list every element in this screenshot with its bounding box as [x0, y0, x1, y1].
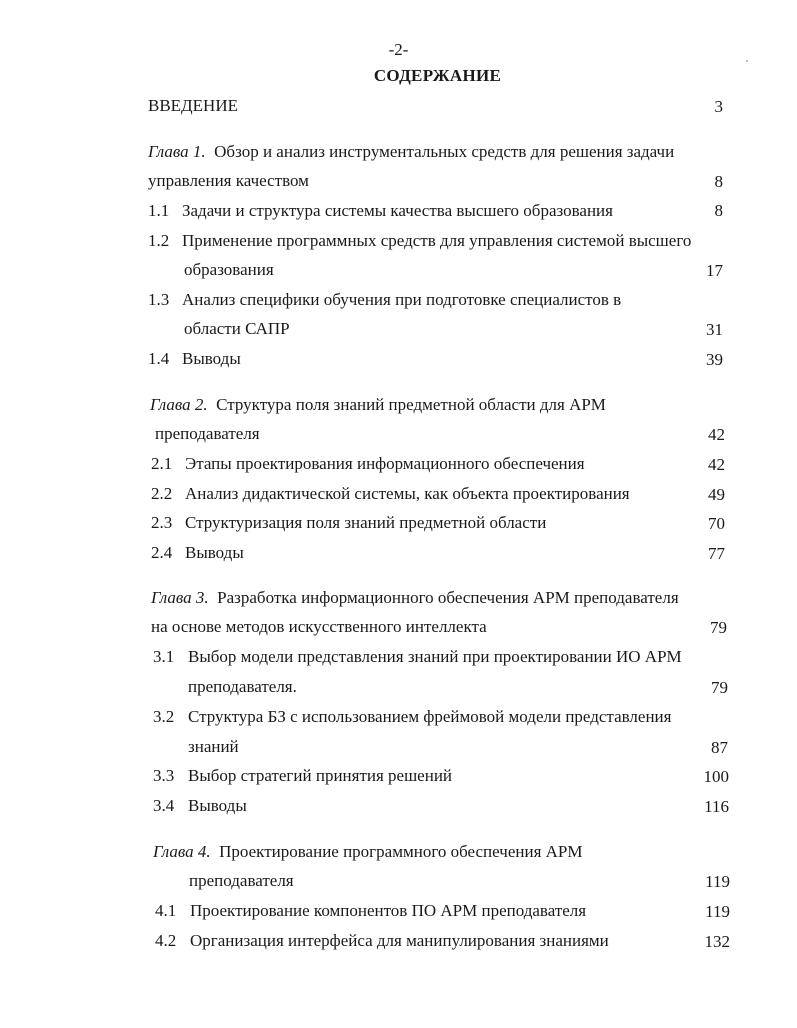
section-title: Структура БЗ с использованием фреймовой модели представления — [188, 707, 672, 726]
section-title: Организация интерфейса для манипулирования знаниями — [190, 931, 609, 950]
chapter-3-title-line1: Разработка информационного обеспечения АРМ преподавателя — [217, 588, 679, 607]
toc-section-1-3 — [148, 290, 621, 310]
section-number: 4.1 — [155, 901, 177, 920]
section-number: 2.4 — [151, 543, 173, 562]
section-number: 4.2 — [155, 931, 177, 950]
section-title: Структуризация поля знаний предметной области — [185, 513, 547, 532]
chapter-1-title-line2: управления качеством — [148, 171, 309, 190]
toc-section-4-2 — [155, 931, 609, 951]
toc-section-3-4 — [153, 796, 247, 816]
section-page: 132 — [704, 932, 730, 951]
section-page: 77 — [708, 544, 725, 563]
section-number: 1.4 — [148, 349, 170, 368]
toc-section-2-4 — [151, 543, 244, 563]
chapter-4-title-line1: Проектирование программного обеспечения АРМ — [219, 842, 583, 861]
section-number: 3.2 — [153, 707, 175, 726]
section-title: Выводы — [188, 796, 247, 815]
section-number: 1.1 — [148, 201, 170, 220]
toc-section-3-1 — [153, 647, 682, 667]
section-title: Анализ дидактической системы, как объекта проектирования — [185, 484, 630, 503]
toc-chapter-3-heading — [151, 588, 679, 608]
section-title: Выводы — [185, 543, 244, 562]
toc-section-3-3 — [153, 766, 452, 786]
chapter-4-page: 119 — [705, 872, 730, 891]
section-title: Задачи и структура системы качества высшего образования — [182, 201, 613, 220]
section-page: 100 — [703, 767, 729, 786]
chapter-3-page: 79 — [710, 618, 727, 637]
section-page: 119 — [705, 902, 730, 921]
section-page: 17 — [706, 261, 723, 280]
section-page: 31 — [706, 320, 723, 339]
toc-section-1-4 — [148, 349, 241, 369]
section-page: 49 — [708, 485, 725, 504]
section-page: 70 — [708, 514, 725, 533]
section-title-line2: области САПР — [184, 319, 290, 338]
section-number: 3.3 — [153, 766, 175, 785]
section-title: Выбор стратегий принятия решений — [188, 766, 453, 785]
chapter-3-prefix: Глава 3. — [151, 588, 209, 607]
section-title: Применение программных средств для управления системой высшего — [182, 231, 692, 250]
section-page: 8 — [714, 201, 723, 220]
section-title: Проектирование компонентов ПО АРМ преподавателя — [190, 901, 587, 920]
section-title-line2: образования — [184, 260, 274, 279]
section-number: 2.3 — [151, 513, 173, 532]
toc-section-4-1 — [155, 901, 586, 921]
chapter-2-title-line1: Структура поля знаний предметной области для АРМ — [216, 395, 606, 414]
page-number: -2- — [388, 40, 409, 59]
section-title: Этапы проектирования информационного обеспечения — [185, 454, 585, 473]
section-title: Выводы — [182, 349, 241, 368]
section-number: 1.3 — [148, 290, 170, 309]
section-number: 3.4 — [153, 796, 175, 815]
section-page: 87 — [711, 738, 728, 757]
toc-section-3-2 — [153, 707, 671, 727]
toc-chapter-1-heading — [148, 142, 674, 162]
toc-section-2-3 — [151, 513, 546, 533]
section-page: 116 — [704, 797, 729, 816]
page-title: СОДЕРЖАНИЕ — [373, 66, 502, 85]
toc-section-1-2 — [148, 231, 691, 251]
toc-section-2-2 — [151, 484, 630, 504]
section-title: Анализ специфики обучения при подготовке специалистов в — [182, 290, 622, 309]
chapter-4-title-line2: преподавателя — [189, 871, 294, 890]
section-page: 42 — [708, 455, 725, 474]
chapter-2-prefix: Глава 2. — [150, 395, 208, 414]
section-number: 2.1 — [151, 454, 173, 473]
chapter-1-title-line1: Обзор и анализ инструментальных средств для решения задачи — [214, 142, 675, 161]
section-number: 1.2 — [148, 231, 170, 250]
chapter-3-title-line2: на основе методов искусственного интеллекта — [151, 617, 487, 636]
section-page: 39 — [706, 350, 723, 369]
section-number: 3.1 — [153, 647, 175, 666]
scan-speck — [746, 60, 748, 62]
toc-section-2-1 — [151, 454, 585, 474]
section-title-line2: преподавателя. — [188, 677, 297, 696]
section-page: 79 — [711, 678, 728, 697]
section-number: 2.2 — [151, 484, 173, 503]
toc-section-1-1 — [148, 201, 613, 221]
toc-intro-page: 3 — [714, 97, 723, 116]
section-title: Выбор модели представления знаний при проектировании ИО АРМ — [188, 647, 682, 666]
toc-chapter-4-heading — [153, 842, 582, 862]
chapter-4-prefix: Глава 4. — [153, 842, 211, 861]
toc-chapter-2-heading — [150, 395, 606, 415]
toc-intro-title: ВВЕДЕНИЕ — [148, 96, 238, 115]
chapter-2-title-line2: преподавателя — [155, 424, 260, 443]
section-title-line2: знаний — [188, 737, 239, 756]
chapter-2-page: 42 — [708, 425, 725, 444]
chapter-1-page: 8 — [714, 172, 723, 191]
chapter-1-prefix: Глава 1. — [148, 142, 206, 161]
